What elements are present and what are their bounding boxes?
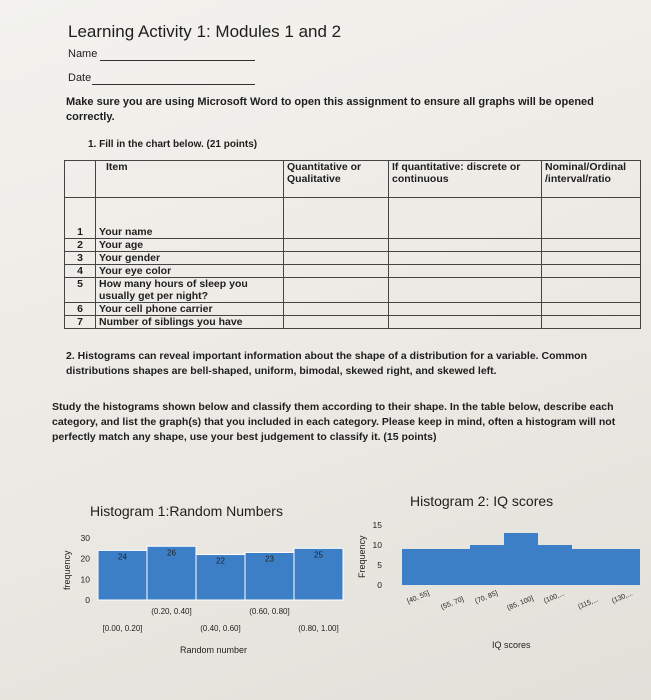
header-item: Item — [96, 161, 284, 198]
x-tick-label: (0.80, 1.00] — [298, 624, 339, 633]
histogram-bar — [504, 533, 538, 585]
bar-data-label: 26 — [167, 548, 176, 558]
table-row — [65, 239, 641, 252]
row-number: 6 — [65, 303, 96, 316]
histogram-bar — [470, 545, 504, 585]
date-label: Date — [68, 72, 92, 84]
x-tick-label: (85, 100] — [506, 595, 535, 613]
row-number: 5 — [65, 278, 96, 303]
y-tick-label: 5 — [377, 560, 382, 570]
table-header-row — [65, 161, 641, 198]
x-tick-label: (70, 85] — [474, 589, 499, 606]
row-item: Your gender — [96, 252, 284, 265]
y-tick-label: 20 — [80, 553, 90, 564]
document-title: Learning Activity 1: Modules 1 and 2 — [68, 22, 342, 41]
name-label: Name — [68, 48, 98, 60]
header-discrete-continuous: If quantitative: discrete or continuous — [389, 161, 542, 198]
question-2-prompt: 2. Histograms can reveal important information about the shape of a distribution for a variable. Common distributions shapes are bell-shaped, uniform, bimodal, skewed right, and skewed left. — [66, 350, 588, 377]
y-tick-label: 10 — [372, 540, 382, 550]
table-row — [65, 252, 641, 265]
answer-cell[interactable] — [542, 252, 641, 265]
answer-cell[interactable] — [542, 198, 641, 239]
answer-cell[interactable] — [542, 316, 641, 329]
row-item: Your cell phone carrier — [96, 303, 284, 316]
date-line[interactable] — [92, 84, 255, 85]
row-item: How many hours of sleep you usually get per night? — [96, 278, 284, 303]
answer-cell[interactable] — [389, 316, 542, 329]
answer-cell[interactable] — [542, 303, 641, 316]
bar-data-label: 22 — [216, 556, 225, 566]
answer-cell[interactable] — [284, 316, 389, 329]
row-number: 2 — [65, 239, 96, 252]
histogram-1-xlabel: Random number — [180, 645, 248, 655]
question-2-instructions: Study the histograms shown below and classify them according to their shape. In the table below, describe each category, and list the graph(s) that you included in each category. Please keep in mind, often a histogram will not perfectly match any shape, use your best judgement to classify it. (15 points) — [52, 401, 616, 443]
y-tick-label: 0 — [85, 595, 90, 605]
header-num — [65, 161, 96, 198]
histogram-bar — [402, 549, 436, 585]
instructions: Make sure you are using Microsoft Word to open this assignment to ensure all graphs will be opened correctly. — [66, 96, 594, 123]
histogram-2-title: Histogram 2: IQ scores — [410, 493, 554, 509]
row-item: Your eye color — [96, 265, 284, 278]
bar-data-label: 24 — [118, 552, 127, 562]
table-row — [65, 316, 641, 329]
y-tick-label: 10 — [80, 574, 90, 585]
histogram-2-xlabel: IQ scores — [492, 640, 531, 650]
bar-data-label: 25 — [314, 550, 323, 560]
table-row — [65, 303, 641, 316]
x-tick-label: (100,... — [543, 590, 566, 605]
answer-cell[interactable] — [284, 303, 389, 316]
table-row — [65, 278, 641, 303]
y-tick-label: 0 — [377, 580, 382, 590]
x-tick-label: (0.20, 0.40] — [151, 607, 192, 616]
histogram-2-ylabel: Frequency — [357, 535, 367, 578]
name-line[interactable] — [100, 60, 255, 61]
answer-cell[interactable] — [284, 239, 389, 252]
y-tick-label: 30 — [80, 533, 90, 543]
answer-cell[interactable] — [389, 198, 542, 239]
histogram-2-chart — [370, 515, 651, 655]
histogram-bar — [436, 549, 470, 585]
answer-cell[interactable] — [389, 303, 542, 316]
row-number: 7 — [65, 316, 96, 329]
histogram-bar — [606, 549, 640, 585]
histogram-1-ylabel: frequency — [62, 550, 72, 590]
answer-cell[interactable] — [542, 278, 641, 303]
classification-table — [64, 160, 641, 329]
answer-cell[interactable] — [389, 278, 542, 303]
answer-cell[interactable] — [284, 252, 389, 265]
table-row — [65, 198, 641, 239]
row-number: 3 — [65, 252, 96, 265]
histogram-bar — [538, 545, 572, 585]
answer-cell[interactable] — [284, 265, 389, 278]
table-row — [65, 265, 641, 278]
row-item: Number of siblings you have — [96, 316, 284, 329]
x-tick-label: (0.40, 0.60] — [200, 624, 241, 633]
x-tick-label: [0.00, 0.20] — [102, 624, 143, 633]
answer-cell[interactable] — [389, 265, 542, 278]
histogram-bar — [572, 549, 606, 585]
y-tick-label: 15 — [372, 520, 382, 530]
histogram-1-title: Histogram 1:Random Numbers — [90, 503, 283, 519]
answer-cell[interactable] — [284, 278, 389, 303]
row-number: 4 — [65, 265, 96, 278]
header-quant-qual: Quantitative or Qualitative — [284, 161, 389, 198]
x-tick-label: [40, 55] — [406, 589, 431, 606]
row-number: 1 — [65, 198, 96, 239]
header-nominal-ordinal: Nominal/Ordinal /interval/ratio — [542, 161, 641, 198]
x-tick-label: (0.60, 0.80] — [249, 607, 290, 616]
row-item: Your age — [96, 239, 284, 252]
answer-cell[interactable] — [542, 239, 641, 252]
row-item: Your name — [96, 198, 284, 239]
answer-cell[interactable] — [389, 252, 542, 265]
question-1-prompt: 1. Fill in the chart below. (21 points) — [88, 139, 258, 150]
x-tick-label: (55, 70] — [440, 595, 465, 612]
answer-cell[interactable] — [389, 239, 542, 252]
x-tick-label: (115,... — [577, 596, 600, 611]
answer-cell[interactable] — [284, 198, 389, 239]
bar-data-label: 23 — [265, 554, 274, 564]
answer-cell[interactable] — [542, 265, 641, 278]
x-tick-label: (130,... — [611, 590, 634, 605]
